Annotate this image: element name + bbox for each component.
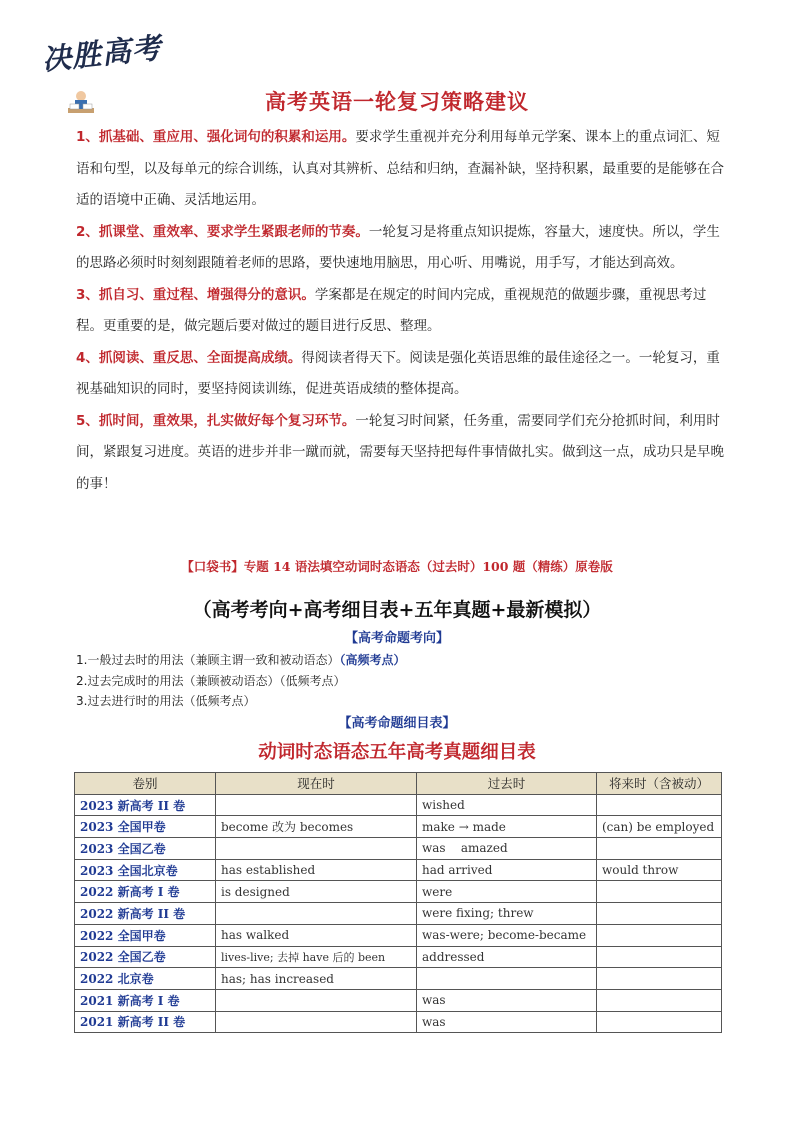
column-header: 过去时 [417, 773, 597, 795]
page-title: 高考英语一轮复习策略建议 [265, 90, 529, 114]
advice-item: 4、抓阅读、重反思、全面提高成绩。得阅读者得天下。阅读是强化英语思维的最佳途径之一。一轮复习，重视基础知识的同时，要坚持阅读训练，促进英语成绩的整体提高。 [76, 349, 720, 397]
table-header-row [75, 773, 722, 795]
advice-item: 5、抓时间，重效果，扎实做好每个复习环节。一轮复习时间紧，任务重，需要同学们充分抢抓时间，利用时间，紧跟复习进度。英语的进步并非一蹴而就，需要每天坚持把每件事情做扎实。做到这一点，成功只是早晚的事！ [76, 412, 724, 492]
advice-item: 2、抓课堂、重效率、要求学生紧跟老师的节奏。一轮复习是将重点知识提炼，容量大，速度快。所以，学生的思路必须时时刻刻跟随着老师的思路，要快速地用脑思，用心听、用嘴说，用手写，才能达到高效。 [76, 223, 720, 271]
list-item: 2.过去完成时的用法（兼顾被动语态）（低频考点） [76, 673, 346, 688]
table-row: 2021 新高考 II 卷 was [75, 1011, 722, 1033]
table-row: 2022 新高考 I 卷 is designed were [75, 881, 722, 903]
table-row: 2023 全国乙卷 was amazed [75, 838, 722, 860]
exam-table [74, 772, 722, 1033]
topic-title: 【口袋书】专题 14 语法填空动词时态语态（过去时）100 题（精练）原卷版 [181, 559, 613, 574]
table-row: 2022 新高考 II 卷 were fixing; threw [75, 903, 722, 925]
list-item: 1.一般过去时的用法（兼顾主谓一致和被动语态）（高频考点） [76, 653, 406, 667]
table-row: 2023 全国北京卷 has established had arrived would throw [75, 859, 722, 881]
table-row: 2021 新高考 I 卷 was [75, 989, 722, 1011]
table-title: 动词时态语态五年高考真题细目表 [258, 742, 536, 763]
direction-list [76, 650, 405, 712]
column-header: 现在时 [216, 773, 417, 795]
advice-item: 3、抓自习、重过程、增强得分的意识。学案都是在规定的时间内完成，重视规范的做题步骤，重视思考过程。更重要的是，做完题后要对做过的题目进行反思、整理。 [76, 286, 707, 334]
table-row: 2022 全国甲卷 has walked was-were; become-became [75, 924, 722, 946]
table-row: 2023 全国甲卷 become 改为 becomes make → made (can) be employed [75, 816, 722, 838]
table-row: 2023 新高考 II 卷 wished [75, 794, 722, 816]
advice-section [76, 122, 726, 500]
column-header: 将来时（含被动） [597, 773, 722, 795]
column-header: 卷别 [75, 773, 216, 795]
section-heading-table: 【高考命题细目表】 [338, 716, 456, 731]
list-item: 3.过去进行时的用法（低频考点） [76, 694, 256, 708]
topic-subtitle: （高考考向+高考细目表+五年真题+最新模拟） [192, 599, 602, 621]
table-row: 2022 北京卷 has; has increased [75, 968, 722, 990]
logo-text: 决胜高考 [40, 30, 164, 77]
section-heading-direction: 【高考命题考向】 [344, 631, 449, 646]
advice-item: 1、抓基础、重应用、强化词句的积累和运用。要求学生重视并充分利用每单元学案、课本上的重点词汇、短语和句型，以及每单元的综合训练，认真对其辨析、总结和归纳，查漏补缺，坚持积累，最重要的是能够在合适的语境中正确、灵活地运用。 [76, 129, 724, 208]
table-row: 2022 全国乙卷 lives-live; 去掉 have 后的 been addressed [75, 946, 722, 968]
